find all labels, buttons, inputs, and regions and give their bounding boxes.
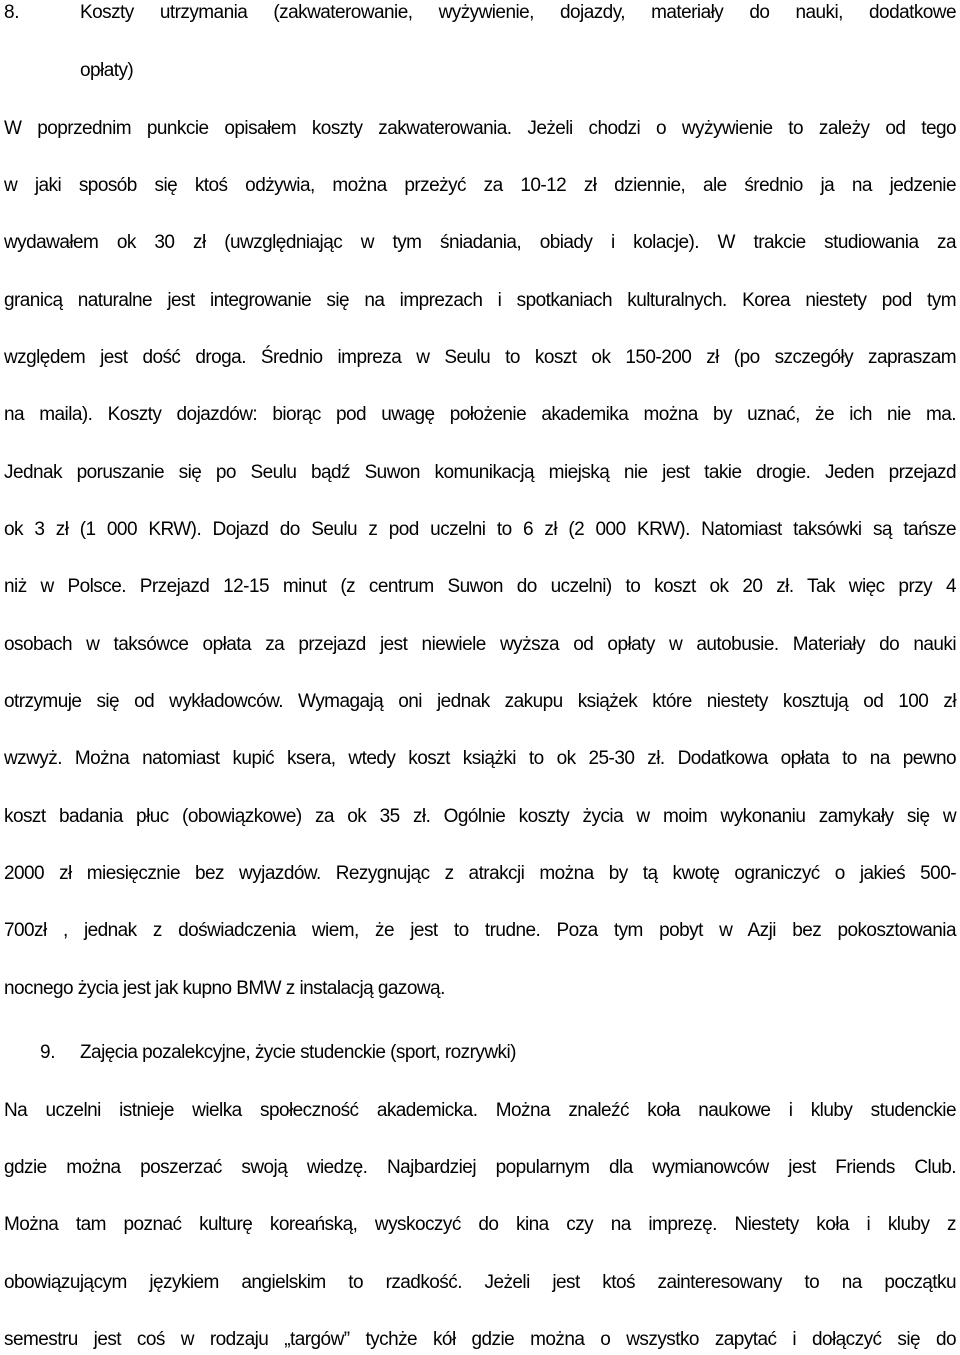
paragraph-line: W poprzednim punkcie opisałem koszty zakwaterowania. Jeżeli chodzi o wyżywienie to zależy od tego xyxy=(4,118,956,139)
paragraph-line: wzwyż. Można natomiast kupić ksera, wtedy koszt książki to ok 25-30 zł. Dodatkowa opłata to na pewno xyxy=(4,748,956,769)
paragraph-line: Jednak poruszanie się po Seulu bądź Suwon komunikacją miejską nie jest takie drogie. Jeden przejazd xyxy=(4,462,956,483)
paragraph-line: na maila). Koszty dojazdów: biorąc pod uwagę położenie akademika można by uznać, że ich nie ma. xyxy=(4,404,956,425)
paragraph-line: osobach w taksówce opłata za przejazd jest niewiele wyższa od opłaty w autobusie. Materiały do nauki xyxy=(4,634,956,655)
paragraph-line: wydawałem ok 30 zł (uwzględniając w tym śniadania, obiady i kolacje). W trakcie studiowania za xyxy=(4,232,956,253)
paragraph-line: względem jest dość droga. Średnio impreza w Seulu to koszt ok 150-200 zł (po szczegóły zapraszam xyxy=(4,347,956,368)
paragraph-line: otrzymuje się od wykładowców. Wymagają oni jednak zakupu książek które niestety kosztują od 100 zł xyxy=(4,691,956,712)
paragraph-line: Na uczelni istnieje wielka społeczność akademicka. Można znaleźć koła naukowe i kluby studenckie xyxy=(4,1100,956,1121)
section-8-heading-line2: opłaty) xyxy=(80,60,134,81)
section-9-number: 9. xyxy=(40,1042,56,1063)
paragraph-line: w jaki sposób się ktoś odżywia, można przeżyć za 10-12 zł dziennie, ale średnio ja na jedzenie xyxy=(4,175,956,196)
paragraph-line: Można tam poznać kulturę koreańską, wyskoczyć do kina czy na imprezę. Niestety koła i kluby z xyxy=(4,1214,956,1235)
paragraph-line: koszt badania płuc (obowiązkowe) za ok 35 zł. Ogólnie koszty życia w moim wykonaniu zamykały się w xyxy=(4,806,956,827)
paragraph-line: nocnego życia jest jak kupno BMW z instalacją gazową. xyxy=(4,978,445,999)
paragraph-line: 2000 zł miesięcznie bez wyjazdów. Rezygnując z atrakcji można by tą kwotę ograniczyć o jakieś 500- xyxy=(4,863,956,884)
paragraph-line: ok 3 zł (1 000 KRW). Dojazd do Seulu z pod uczelni to 6 zł (2 000 KRW). Natomiast taksówki są tańsze xyxy=(4,519,956,540)
section-8-heading: Koszty utrzymania (zakwaterowanie, wyżywienie, dojazdy, materiały do nauki, dodatkowe xyxy=(80,2,956,23)
paragraph-line: 700zł , jednak z doświadczenia wiem, że jest to trudne. Poza tym pobyt w Azji bez pokosztowania xyxy=(4,920,956,941)
paragraph-line: niż w Polsce. Przejazd 12-15 minut (z centrum Suwon do uczelni) to koszt ok 20 zł. Tak więc przy 4 xyxy=(4,576,956,597)
section-9-heading: Zajęcia pozalekcyjne, życie studenckie (sport, rozrywki) xyxy=(80,1042,516,1063)
paragraph-line: semestru jest coś w rodzaju „targów” tychże kół gdzie można o wszystko zapytać i dołączyć się do xyxy=(4,1329,956,1350)
paragraph-line: granicą naturalne jest integrowanie się na imprezach i spotkaniach kulturalnych. Korea niestety pod tym xyxy=(4,290,956,311)
paragraph-line: obowiązującym językiem angielskim to rzadkość. Jeżeli jest ktoś zainteresowany to na początku xyxy=(4,1272,956,1293)
paragraph-line: gdzie można poszerzać swoją wiedzę. Najbardziej popularnym dla wymianowców jest Friends Club. xyxy=(4,1157,956,1178)
section-8-number: 8. xyxy=(4,2,20,23)
